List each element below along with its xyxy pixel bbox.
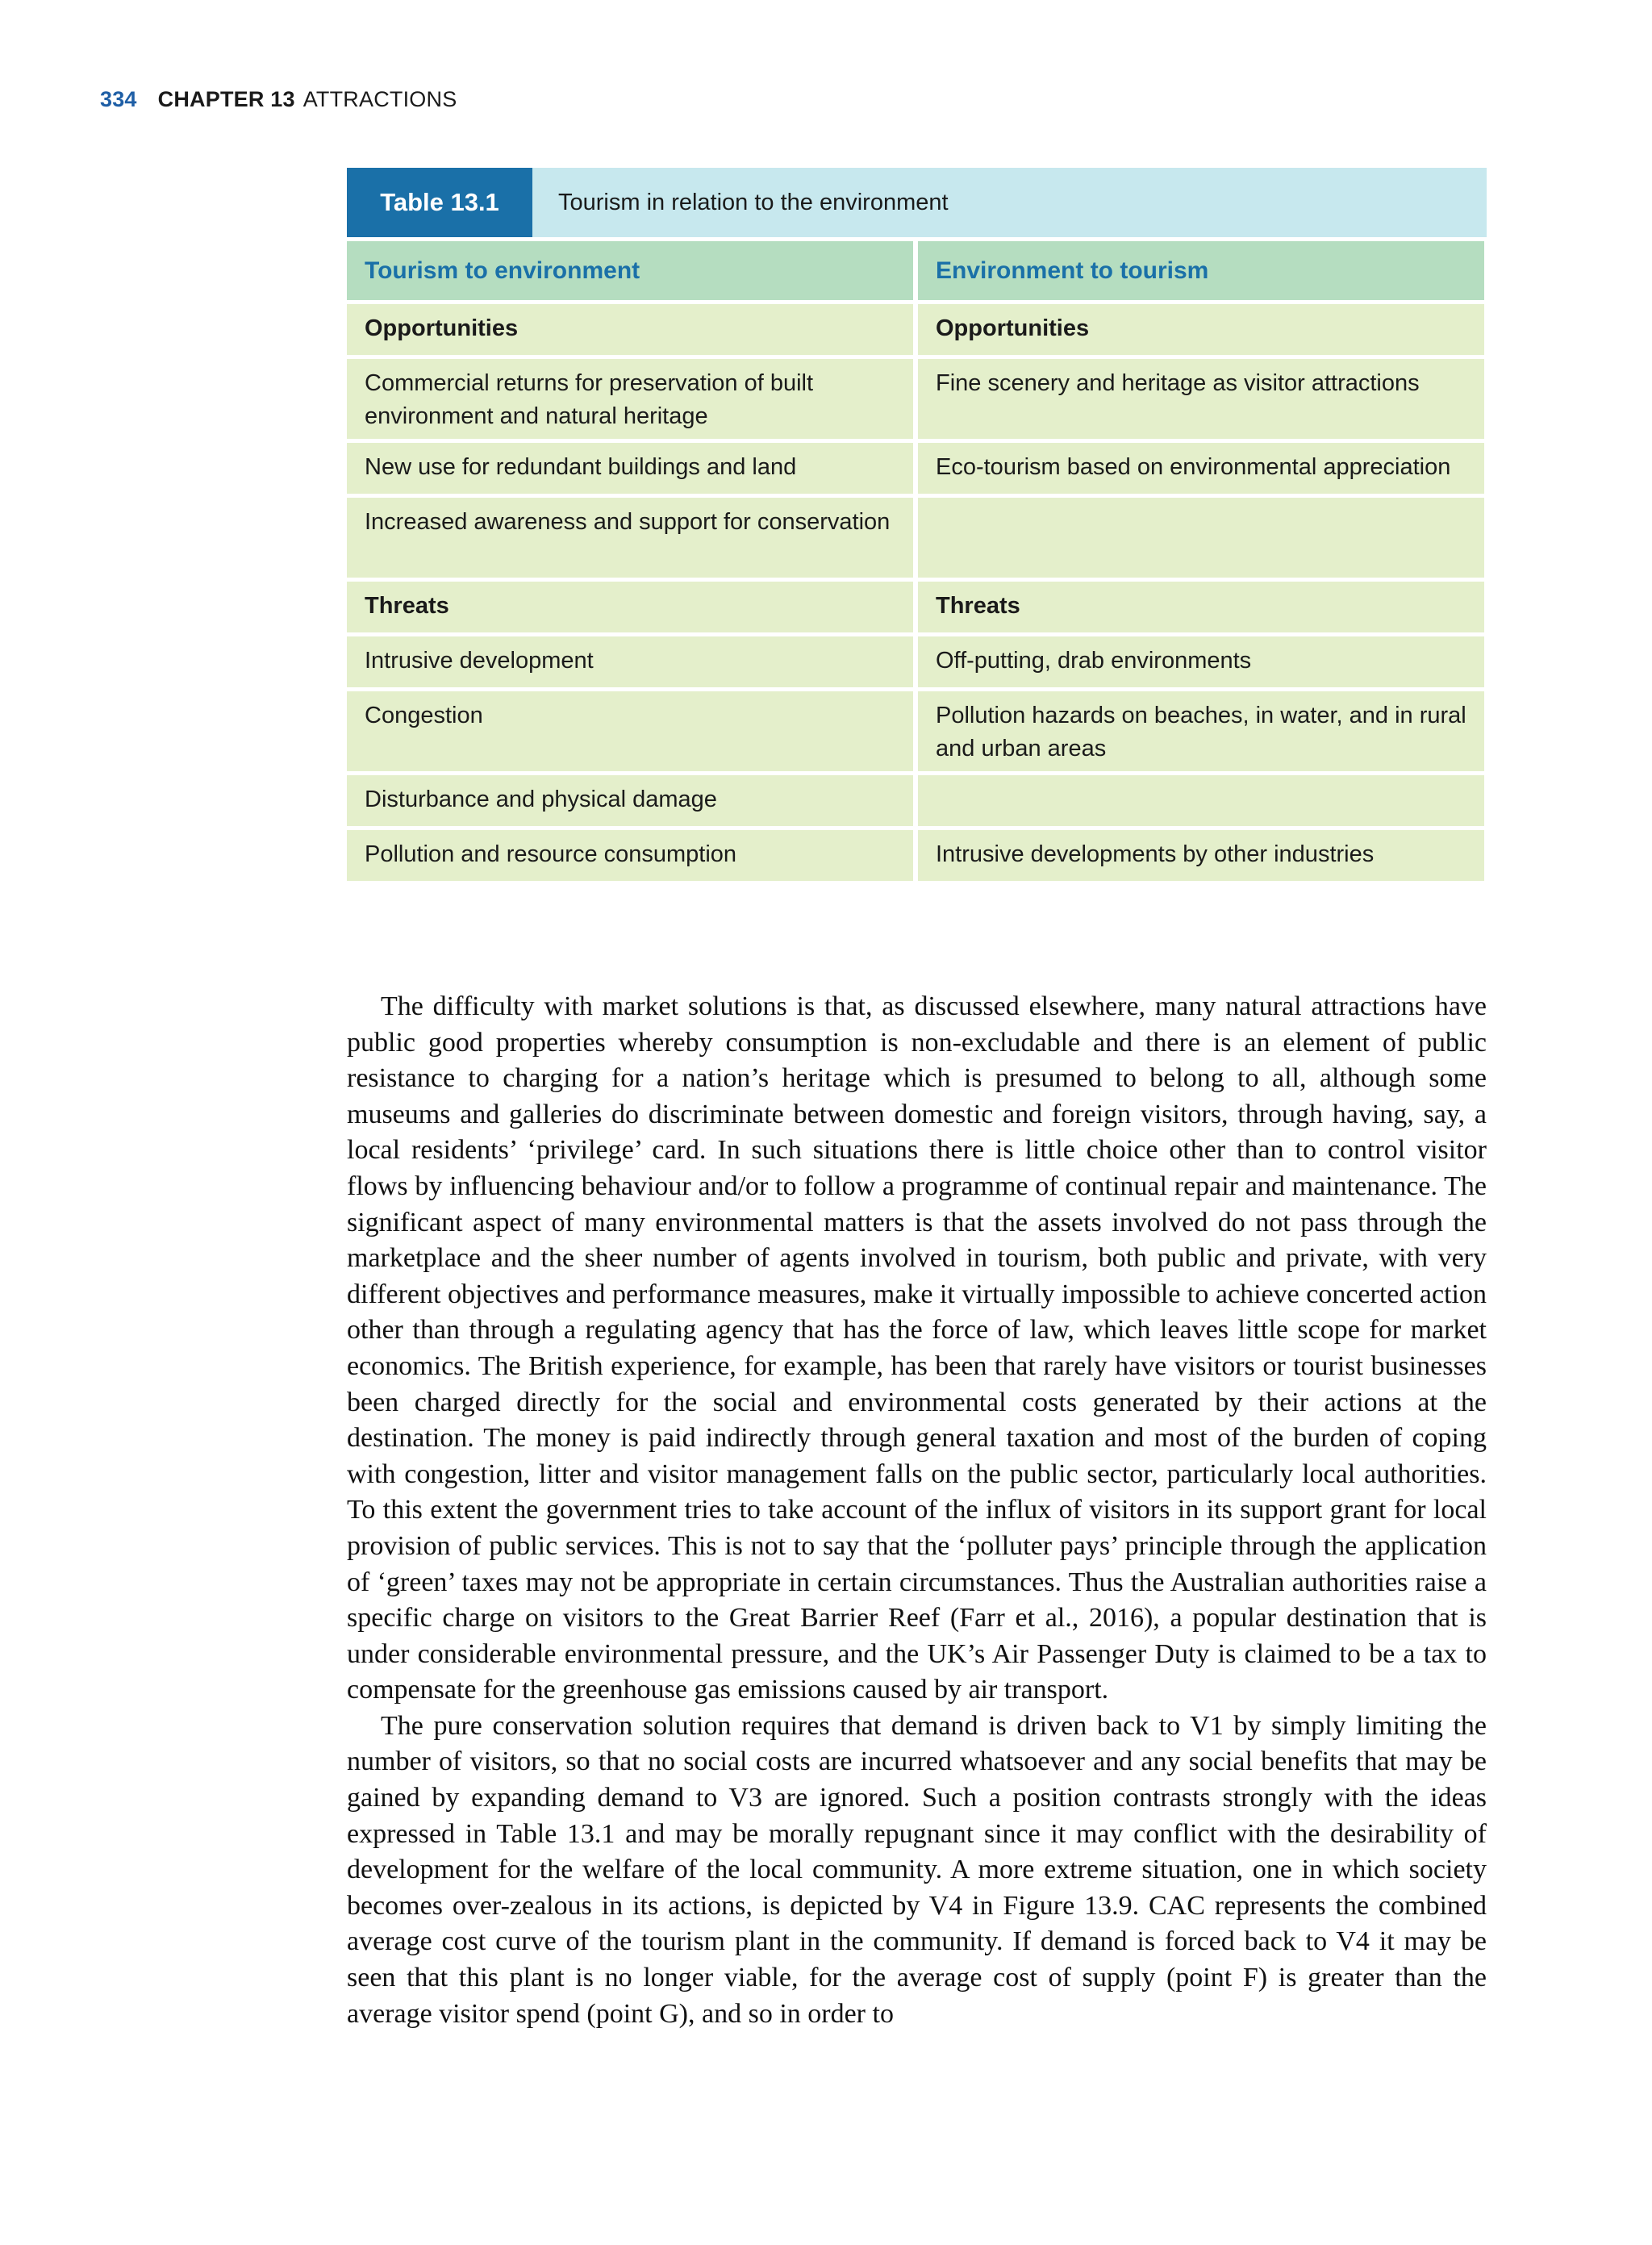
table-cell: Congestion	[347, 691, 913, 771]
table-cell: Eco-tourism based on environmental appreciation	[918, 443, 1484, 494]
table-cell: Increased awareness and support for conservation	[347, 498, 913, 578]
table-grid	[347, 241, 1487, 881]
table-cell: Pollution hazards on beaches, in water, and in rural and urban areas	[918, 691, 1484, 771]
table-caption	[347, 168, 1487, 237]
running-head	[100, 87, 457, 112]
table-subheading: Threats	[918, 582, 1484, 632]
body-text	[347, 989, 1487, 2032]
table-title: Tourism in relation to the environment	[558, 189, 949, 215]
chapter-number: CHAPTER 13	[157, 87, 295, 111]
table-cell: Off-putting, drab environments	[918, 636, 1484, 687]
table-cell: Commercial returns for preservation of built environment and natural heritage	[347, 359, 913, 439]
table-cell-empty	[918, 775, 1484, 826]
paragraph: The difficulty with market solutions is that, as discussed elsewhere, many natural attractions have public good properties whereby consumption is non-excludable and there is an element of public resistance to charging for a nation’s heritage which is presumed to belong to all, although some museums and galleries do discriminate between domestic and foreign visitors, through having, say, a local residents’ ‘privilege’ card. In such situations there is little choice other than to control visitor flows by influencing behaviour and/or to follow a programme of continual repair and maintenance. The significant aspect of many environmental matters is that the assets involved do not pass through the marketplace and the sheer number of agents involved in tourism, both public and private, with very different objectives and performance measures, make it virtually impossible to achieve concerted action other than through a regulating agency that has the force of law, which leaves little scope for market economics. The British experience, for example, has been that rarely have visitors or tourist businesses been charged directly for the social and environmental costs generated by their actions at the destination. The money is paid indirectly through general taxation and most of the burden of coping with congestion, litter and visitor management falls on the public sector, particularly local authorities. To this extent the government tries to take account of the influx of visitors in its support grant for local provision of public services. This is not to say that the ‘polluter pays’ principle through the application of ‘green’ taxes may not be appropriate in certain circumstances. Thus the Australian authorities raise a specific charge on visitors to the Great Barrier Reef (Farr et al., 2016), a popular destination that is under considerable environmental pressure, and the UK’s Air Passenger Duty is claimed to be a tax to compensate for the greenhouse gas emissions caused by air transport.	[347, 991, 1487, 1705]
table-cell: Fine scenery and heritage as visitor attractions	[918, 359, 1484, 439]
table-subheading: Opportunities	[347, 304, 913, 355]
column-header-left: Tourism to environment	[347, 241, 913, 300]
table-cell: Intrusive developments by other industries	[918, 830, 1484, 881]
table-cell-empty	[918, 498, 1484, 578]
column-header-right: Environment to tourism	[918, 241, 1484, 300]
table-cell: New use for redundant buildings and land	[347, 443, 913, 494]
page-number: 334	[100, 87, 137, 111]
chapter-title: ATTRACTIONS	[302, 87, 457, 111]
paragraph: The pure conservation solution requires that demand is driven back to V1 by simply limiting the number of visitors, so that no social costs are incurred whatsoever and any social benefits that may be gained by expanding demand to V3 are ignored. Such a position contrasts strongly with the ideas expressed in Table 13.1 and may be morally repugnant since it may conflict with the desirability of development for the welfare of the local community. A more extreme situation, one in which society becomes over-zealous in its actions, is depicted by V4 in Figure 13.9. CAC represents the combined average cost curve of the tourism plant in the community. If demand is forced back to V4 it may be seen that this plant is no longer viable, for the average cost of supply (point F) is greater than the average visitor spend (point G), and so in order to	[347, 1710, 1487, 2029]
table-label: Table 13.1	[347, 168, 532, 237]
table-13-1	[347, 168, 1487, 881]
table-subheading: Threats	[347, 582, 913, 632]
table-cell: Intrusive development	[347, 636, 913, 687]
table-subheading: Opportunities	[918, 304, 1484, 355]
table-cell: Disturbance and physical damage	[347, 775, 913, 826]
table-cell: Pollution and resource consumption	[347, 830, 913, 881]
